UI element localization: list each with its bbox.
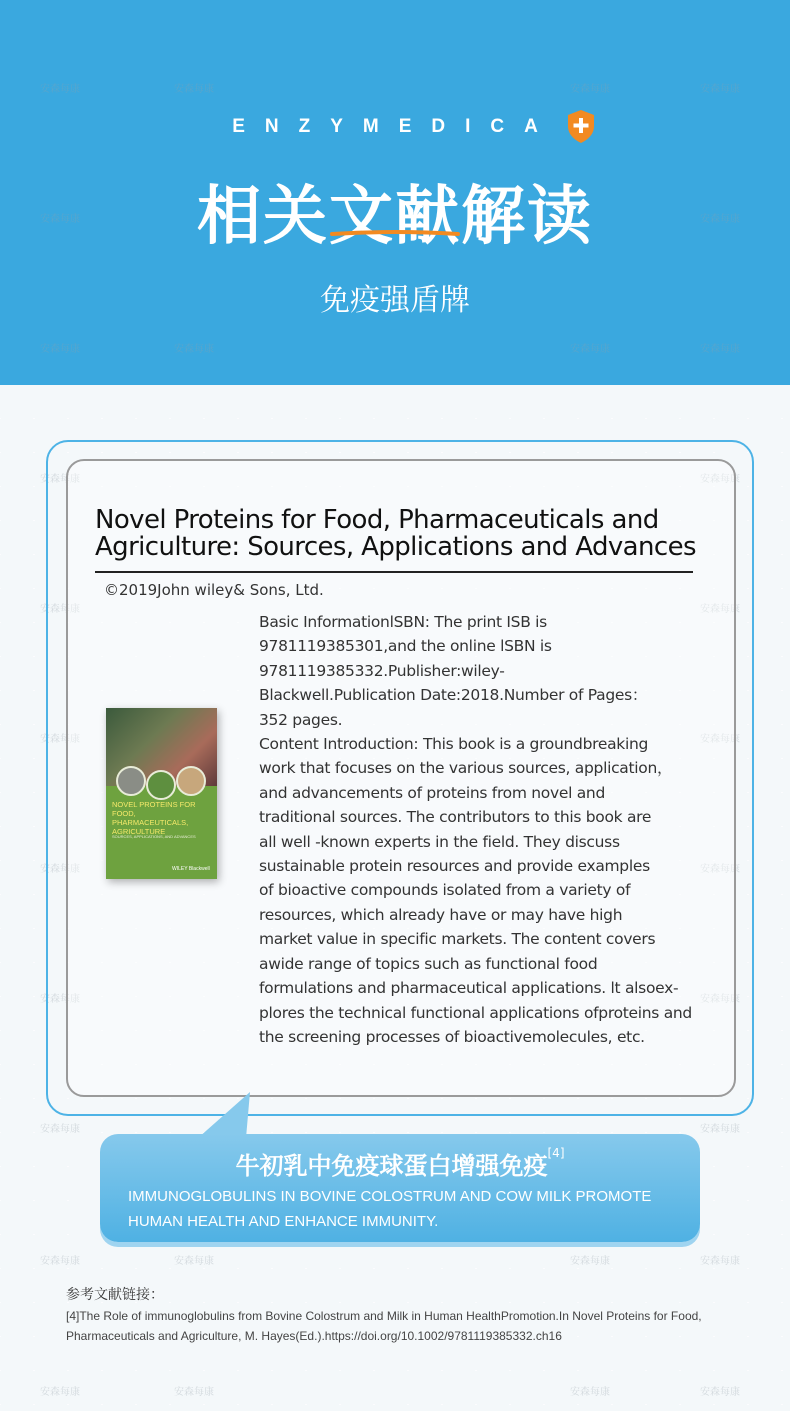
watermark: 安森每康 xyxy=(570,1256,610,1267)
description-line: awide range of topics such as functional food xyxy=(259,954,598,973)
banner-english-line: HUMAN HEALTH AND ENHANCE IMMUNITY. xyxy=(128,1213,439,1230)
shield-plus-icon xyxy=(566,108,596,144)
title-underline-decoration xyxy=(330,228,460,238)
watermark: 安森每康 xyxy=(174,84,214,95)
watermark: 安森每康 xyxy=(40,344,80,355)
page-title: 相关文献解读 xyxy=(197,180,593,254)
watermark: 安森每康 xyxy=(570,1387,610,1398)
cover-thumbnail xyxy=(146,770,176,800)
header-banner xyxy=(0,0,790,385)
book-title-line: Novel Proteins for Food, Pharmaceuticals and xyxy=(95,505,659,535)
watermark: 安森每康 xyxy=(40,84,80,95)
watermark: 安森每康 xyxy=(40,474,80,485)
reference-text xyxy=(66,1306,746,1346)
watermark: 安森每康 xyxy=(174,1256,214,1267)
watermark: 安森每康 xyxy=(700,864,740,875)
description-line: Blackwell.Publication Date:2018.Number of Pages： xyxy=(259,686,648,705)
watermark: 安森每康 xyxy=(570,344,610,355)
description-line: 9781119385301,and the online lSBN is xyxy=(259,637,552,656)
cover-title xyxy=(112,800,212,836)
description-line: plores the technical functional applications ofproteins and xyxy=(259,1003,692,1022)
speech-pointer xyxy=(198,1090,258,1140)
description-line: of bioactive compounds isolated from a variety of xyxy=(259,881,631,900)
watermark: 安森每康 xyxy=(40,1387,80,1398)
highlight-banner xyxy=(100,1134,700,1242)
watermark: 安森每康 xyxy=(570,84,610,95)
description-line: the screening processes of bioactivemolecules, etc. xyxy=(259,1027,645,1046)
book-description xyxy=(259,610,709,1049)
banner-title xyxy=(100,1146,700,1181)
title-divider xyxy=(95,571,693,573)
description-line: traditional sources. The contributors to this book are xyxy=(259,808,652,827)
reference-label: 参考文献链接： xyxy=(66,1287,164,1303)
description-line: and advancements of proteins from novel and xyxy=(259,783,605,802)
cover-publisher: WILEY Blackwell xyxy=(172,866,210,872)
book-cover-image xyxy=(106,708,217,879)
watermark: 安森每康 xyxy=(174,1387,214,1398)
watermark: 安森每康 xyxy=(40,864,80,875)
description-line: work that focuses on the various sources, application， xyxy=(259,759,673,778)
watermark: 安森每康 xyxy=(700,474,740,485)
watermark: 安森每康 xyxy=(700,84,740,95)
watermark: 安森每康 xyxy=(40,214,80,225)
watermark: 安森每康 xyxy=(40,604,80,615)
cover-title-line: NOVEL PROTEINS FOR xyxy=(112,800,196,809)
watermark: 安森每康 xyxy=(174,344,214,355)
description-line: market value in specific markets. The content covers xyxy=(259,930,656,949)
watermark: 安森每康 xyxy=(700,1256,740,1267)
cover-thumbnail xyxy=(176,766,206,796)
reference-line: [4]The Role of immunoglobulins from Bovine Colostrum and Milk in Human HealthPromotion.In Novel Proteins for Food, xyxy=(66,1309,702,1323)
description-line: resources, which already have or may have high xyxy=(259,905,623,924)
page-subtitle: 免疫强盾牌 xyxy=(320,283,470,318)
banner-english xyxy=(128,1184,688,1234)
watermark: 安森每康 xyxy=(40,994,80,1005)
citation-marker: [4] xyxy=(547,1146,565,1160)
watermark: 安森每康 xyxy=(700,994,740,1005)
cover-title-line: FOOD, PHARMACEUTICALS, xyxy=(112,809,189,827)
brand-name: ENZYMEDICA xyxy=(232,116,558,137)
cover-title-line: AGRICULTURE xyxy=(112,827,166,836)
watermark: 安森每康 xyxy=(40,1256,80,1267)
cover-thumbnail xyxy=(116,766,146,796)
reference-line: Pharmaceuticals and Agriculture, M. Hayes(Ed.).https://doi.org/10.1002/9781119385332.ch16 xyxy=(66,1329,562,1343)
watermark: 安森每康 xyxy=(40,734,80,745)
watermark: 安森每康 xyxy=(700,604,740,615)
banner-title-text: 牛初乳中免疫球蛋白增强免疫 xyxy=(235,1152,548,1180)
description-line: Content Introduction: This book is a groundbreaking xyxy=(259,735,649,754)
description-line: Basic InformationlSBN: The print ISB is xyxy=(259,613,547,631)
copyright-text: ©2019John wiley& Sons, Ltd. xyxy=(104,581,324,599)
book-title-line: Agriculture: Sources, Applications and Advances xyxy=(95,532,696,562)
description-line: formulations and pharmaceutical applications. lt alsoex- xyxy=(259,979,679,998)
banner-english-line: IMMUNOGLOBULINS IN BOVINE COLOSTRUM AND COW MILK PROMOTE xyxy=(128,1188,652,1205)
watermark: 安森每康 xyxy=(700,214,740,225)
watermark: 安森每康 xyxy=(700,734,740,745)
watermark: 安森每康 xyxy=(700,1124,740,1135)
description-line: 9781119385332.Publisher:wiley- xyxy=(259,661,505,680)
description-line: 352 pages. xyxy=(259,710,343,729)
description-line: sustainable protein resources and provide examples xyxy=(259,857,650,876)
book-title xyxy=(95,507,715,561)
watermark: 安森每康 xyxy=(700,344,740,355)
watermark: 安森每康 xyxy=(40,1124,80,1135)
cover-subtitle: SOURCES, APPLICATIONS, AND ADVANCES xyxy=(112,834,196,839)
description-line: all well -known experts in the field. They discuss xyxy=(259,832,620,851)
watermark: 安森每康 xyxy=(700,1387,740,1398)
